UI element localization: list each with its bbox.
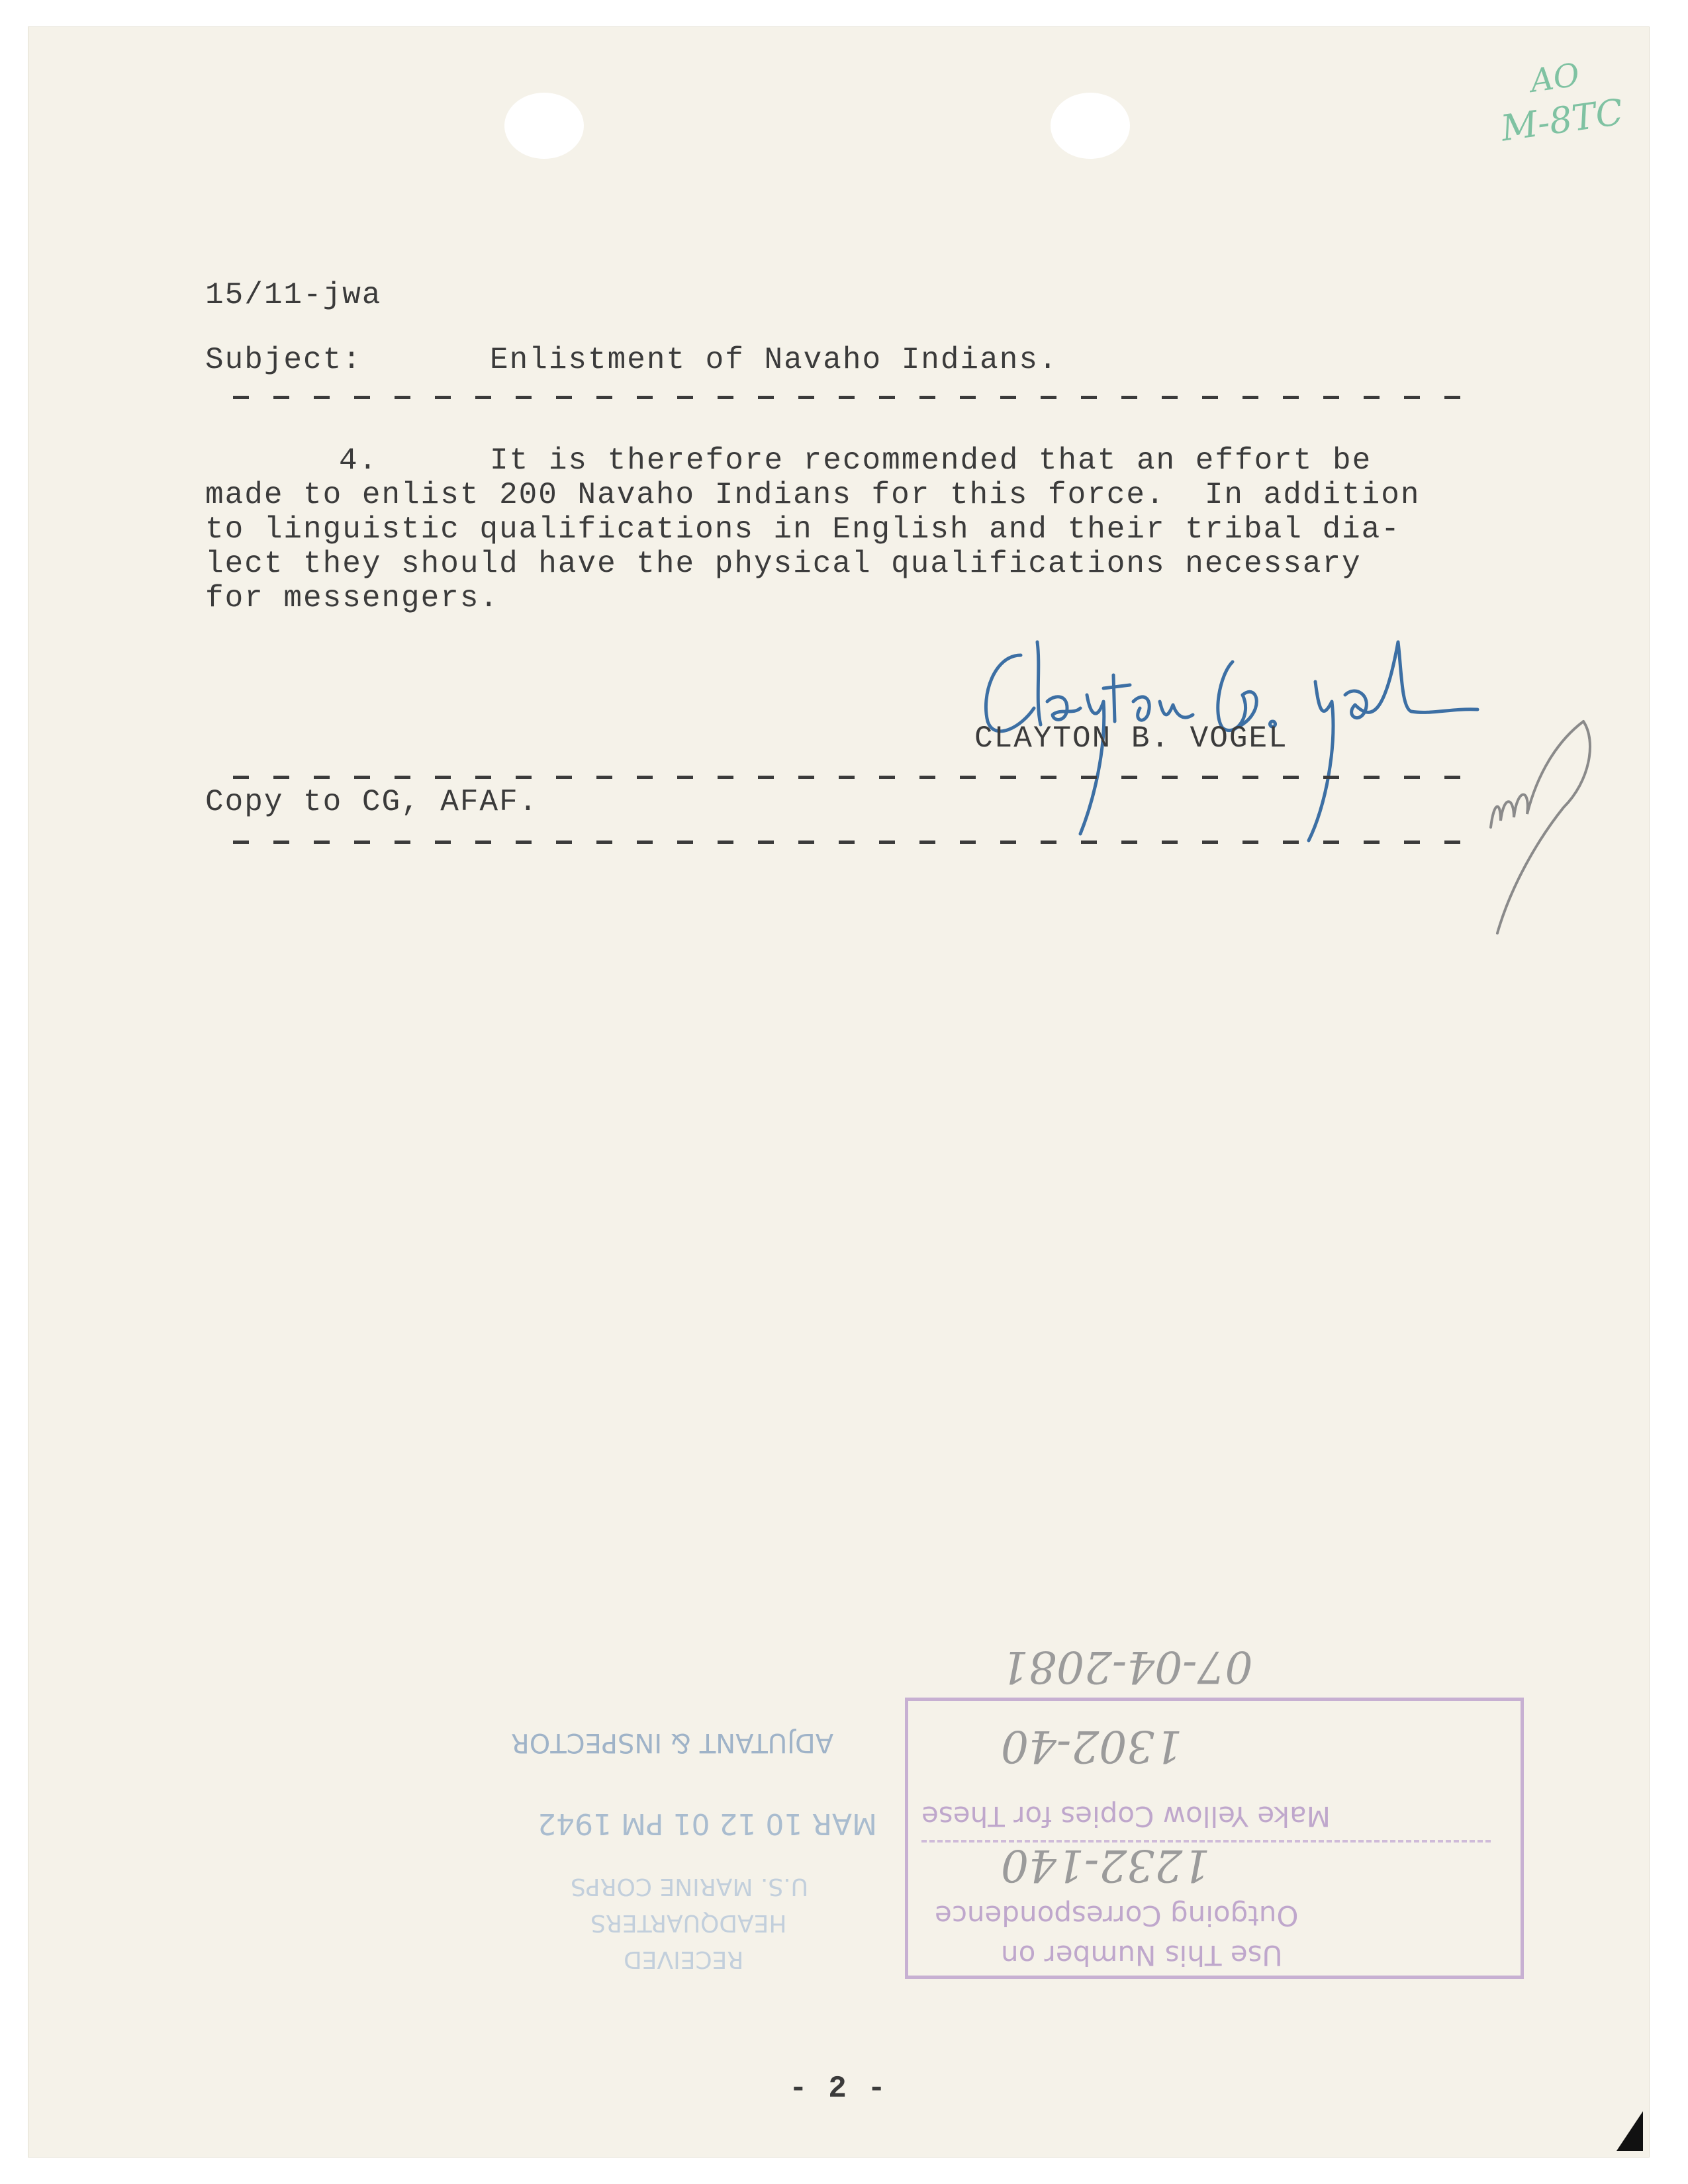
pencil-initials xyxy=(1484,715,1617,979)
copy-distribution: Copy to CG, AFAF. xyxy=(205,785,539,819)
stamp-line: ADJUTANT & INSPECTOR xyxy=(511,1727,834,1758)
paragraph-line: It is therefore recommended that an effort be xyxy=(490,443,1372,478)
received-stamp xyxy=(491,1721,915,2012)
stamp-line: Use This Number on xyxy=(1001,1939,1283,1972)
stamp-line: HEADQUARTERS xyxy=(590,1909,787,1936)
paragraph-line: for messengers. xyxy=(205,581,500,615)
punch-hole-left xyxy=(504,93,584,159)
paragraph-number: 4. xyxy=(339,443,379,478)
paragraph-line: to linguistic qualifications in English and their tribal dia- xyxy=(205,512,1401,547)
stamp-line: U.S. MARINE CORPS xyxy=(571,1873,809,1900)
subject-text: Enlistment of Navaho Indians. xyxy=(490,343,1058,377)
separator-line xyxy=(233,841,1464,844)
handwritten-note-line: M-8TC xyxy=(1498,91,1626,150)
handwritten-note-line: AO xyxy=(1528,56,1582,100)
reference-code: 15/11-jwa xyxy=(205,278,382,312)
subject-label: Subject: xyxy=(205,343,362,377)
stamp-line: RECEIVED xyxy=(624,1946,744,1973)
pencil-number: 07-04-2081 xyxy=(1001,1641,1253,1692)
separator-line xyxy=(233,776,1464,779)
corner-tab xyxy=(1617,2111,1643,2151)
pencil-number: 1232-140 xyxy=(1001,1840,1211,1891)
page-number: - 2 - xyxy=(789,2071,888,2106)
document-page xyxy=(28,26,1650,2158)
pencil-number: 1302-40 xyxy=(1001,1721,1183,1772)
typed-signature-name: CLAYTON B. VOGEL xyxy=(974,721,1288,756)
paragraph-line: made to enlist 200 Navaho Indians for this force. In addition xyxy=(205,478,1421,512)
punch-hole-right xyxy=(1051,93,1130,159)
stamp-line: MAR 10 12 01 PM 1942 xyxy=(538,1807,878,1841)
stamp-line: Make Yellow Copies for These xyxy=(921,1800,1331,1833)
separator-line xyxy=(233,396,1464,399)
paragraph-line: lect they should have the physical qualifications necessary xyxy=(205,547,1362,581)
correspondence-stamp xyxy=(905,1698,1524,1979)
stamp-line: Outgoing Correspondence xyxy=(935,1899,1299,1932)
